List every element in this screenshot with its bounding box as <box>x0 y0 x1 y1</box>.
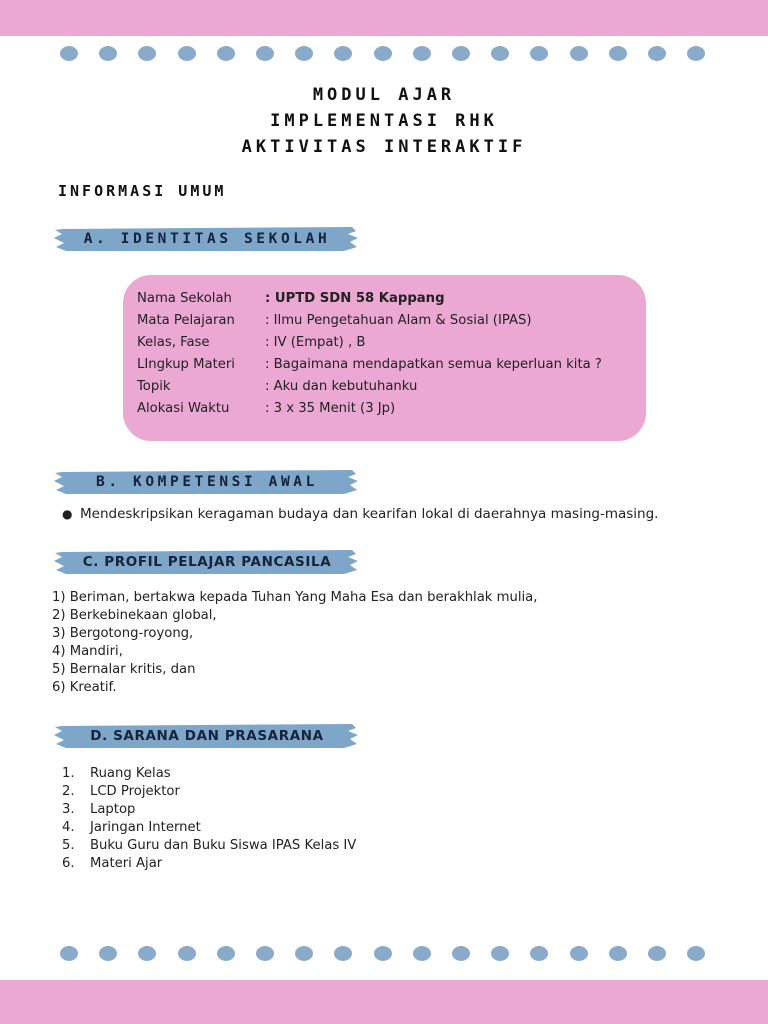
list-item: 2) Berkebinekaan global, <box>52 608 217 623</box>
decorative-dot <box>530 46 548 61</box>
list-number: 2. <box>62 784 75 799</box>
section-a-banner <box>52 225 362 253</box>
title-line-1: MODUL AJAR <box>312 85 456 105</box>
identitas-value: : UPTD SDN 58 Kappang <box>265 291 445 306</box>
decorative-dot <box>138 946 156 961</box>
decorative-dot <box>256 46 274 61</box>
decorative-dot <box>374 946 392 961</box>
identitas-value: : Bagaimana mendapatkan semua keperluan kita ? <box>265 357 602 372</box>
decorative-dot <box>60 46 78 61</box>
title-line-2: IMPLEMENTASI RHK <box>270 111 498 131</box>
decorative-dot <box>413 46 431 61</box>
decorative-dot <box>687 946 705 961</box>
decorative-dot <box>295 46 313 61</box>
list-number: 1. <box>62 766 75 781</box>
identitas-sekolah-card <box>123 275 646 441</box>
section-d-banner <box>52 722 362 750</box>
decorative-dot <box>217 46 235 61</box>
decorative-dot <box>178 46 196 61</box>
decorative-dot <box>99 946 117 961</box>
decorative-dot <box>295 946 313 961</box>
section-b-title: B. KOMPETENSI AWAL <box>96 474 318 490</box>
decorative-dot <box>452 946 470 961</box>
title-line-3: AKTIVITAS INTERAKTIF <box>241 137 527 157</box>
list-text: LCD Projektor <box>90 784 180 799</box>
list-item: 6) Kreatif. <box>52 680 117 695</box>
identitas-key: Alokasi Waktu <box>137 401 230 416</box>
bottom-pink-band <box>0 980 768 1024</box>
decorative-dot <box>491 946 509 961</box>
list-item: 3) Bergotong-royong, <box>52 626 194 641</box>
informasi-umum-heading: INFORMASI UMUM <box>58 182 227 200</box>
list-text: Ruang Kelas <box>90 766 171 781</box>
list-item: Mendeskripsikan keragaman budaya dan kearifan lokal di daerahnya masing-masing. <box>80 506 659 522</box>
decorative-dot <box>648 46 666 61</box>
identitas-key: Kelas, Fase <box>137 335 210 350</box>
section-c-title: C. PROFIL PELAJAR PANCASILA <box>82 554 332 570</box>
decorative-dot <box>99 46 117 61</box>
decorative-dot <box>570 946 588 961</box>
list-number: 5. <box>62 838 75 853</box>
decorative-dot <box>609 46 627 61</box>
identitas-value: : Ilmu Pengetahuan Alam & Sosial (IPAS) <box>265 313 532 328</box>
decorative-dot <box>491 46 509 61</box>
decorative-dot <box>60 946 78 961</box>
identitas-value: : 3 x 35 Menit (3 Jp) <box>265 401 396 416</box>
top-dot-border <box>60 46 720 62</box>
identitas-value: : IV (Empat) , B <box>265 335 366 350</box>
profil-pelajar-list <box>52 589 537 697</box>
identitas-key: Topik <box>137 379 171 394</box>
section-c-banner <box>52 548 362 576</box>
decorative-dot <box>648 946 666 961</box>
identitas-value: : Aku dan kebutuhanku <box>265 379 418 394</box>
decorative-dot <box>609 946 627 961</box>
document-title <box>0 82 768 160</box>
decorative-dot <box>178 946 196 961</box>
decorative-dot <box>217 946 235 961</box>
decorative-dot <box>452 46 470 61</box>
top-pink-band <box>0 0 768 36</box>
section-d-title: D. SARANA DAN PRASARANA <box>90 728 324 744</box>
section-a-title: A. IDENTITAS SEKOLAH <box>83 231 331 247</box>
list-text: Buku Guru dan Buku Siswa IPAS Kelas IV <box>90 838 357 853</box>
bullet-dot: ● <box>62 507 73 521</box>
decorative-dot <box>256 946 274 961</box>
list-text: Materi Ajar <box>90 856 163 871</box>
decorative-dot <box>334 946 352 961</box>
list-text: Laptop <box>90 802 136 817</box>
list-item: 5) Bernalar kritis, dan <box>52 662 196 677</box>
list-number: 4. <box>62 820 75 835</box>
section-b-banner <box>52 468 362 496</box>
decorative-dot <box>374 46 392 61</box>
identitas-key: Nama Sekolah <box>137 291 232 306</box>
identitas-key: Mata Pelajaran <box>137 313 235 328</box>
list-item: 1) Beriman, bertakwa kepada Tuhan Yang Maha Esa dan berakhlak mulia, <box>52 590 538 605</box>
bottom-dot-border <box>60 946 720 962</box>
decorative-dot <box>138 46 156 61</box>
list-number: 6. <box>62 856 75 871</box>
decorative-dot <box>530 946 548 961</box>
list-text: Jaringan Internet <box>90 820 201 835</box>
list-item: 4) Mandiri, <box>52 644 123 659</box>
decorative-dot <box>570 46 588 61</box>
decorative-dot <box>687 46 705 61</box>
list-number: 3. <box>62 802 75 817</box>
decorative-dot <box>413 946 431 961</box>
decorative-dot <box>334 46 352 61</box>
identitas-key: LIngkup Materi <box>137 357 235 372</box>
